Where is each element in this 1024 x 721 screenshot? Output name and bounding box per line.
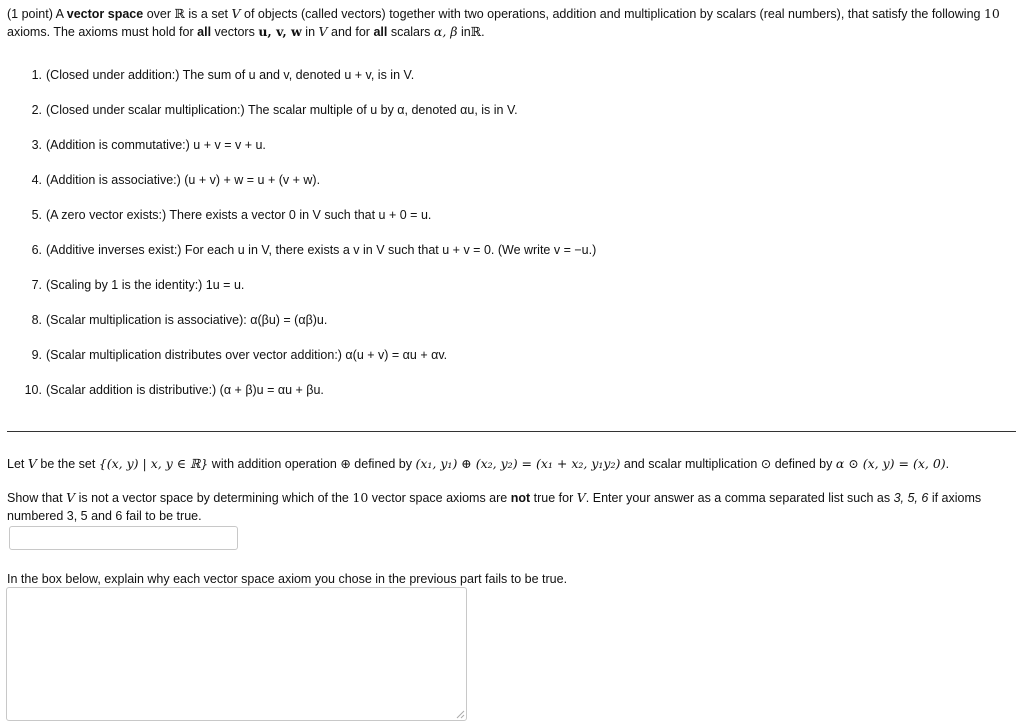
vector-space-term: vector space (66, 7, 144, 21)
axiom-item: 8. (Scalar multiplication is associative): α(βu) = (αβ)u. (31, 313, 328, 327)
axiom-item: 2. (Closed under scalar multiplication:) The scalar multiple of u by α, denoted αu, is in V. (31, 103, 518, 117)
axiom-item: 3. (Addition is commutative:) u + v = v + u. (31, 138, 266, 152)
axiom-item: 9. (Scalar multiplication distributes over vector addition:) α(u + v) = αu + αv. (31, 348, 448, 362)
resize-grip-icon[interactable] (455, 709, 465, 719)
axiom-item: 1. (Closed under addition:) The sum of u and v, denoted u + v, is in V. (31, 68, 415, 82)
question-explain: In the box below, explain why each vector space axiom you chose in the previous part fails to be true. (7, 572, 568, 586)
axiom-item: 7. (Scaling by 1 is the identity:) 1u = u. (31, 278, 245, 292)
problem-definition: Let V be the set {(x, y) | x, y ∈ ℝ} with addition operation ⊕ defined by (x₁, y₁) ⊕ (x₂, y₂) = (x₁ + x₂, y₁y₂) and scalar multiplication ⊙ defined by α ⊙ (x, y) = (x, 0). (7, 456, 950, 471)
explanation-textarea[interactable] (6, 587, 467, 721)
axiom-item: 10. (Scalar addition is distributive:) (α + β)u = αu + βu. (24, 383, 324, 397)
axiom-item: 6. (Additive inverses exist:) For each u in V, there exists a v in V such that u + v = 0. (We write v = −u.) (31, 243, 597, 257)
failing-axioms-input[interactable] (9, 526, 238, 550)
question-failing-axioms: Show that V is not a vector space by determining which of the 10 vector space axioms are not true for V. Enter your answer as a comma separated list such as 3, 5, 6 if axioms numbered 3, 5 and 6 fail to be true. (7, 490, 982, 523)
problem-intro: (1 point) A vector space over ℝ is a set V of objects (called vectors) together with two operations, addition and multiplication by scalars (real numbers), that satisfy the following 10 axioms. The axioms must hold for all vectors u, v, w in V and for all scalars α, β inℝ. (7, 6, 1000, 39)
axiom-item: 4. (Addition is associative:) (u + v) + w = u + (v + w). (31, 173, 321, 187)
section-divider (7, 431, 1016, 432)
points-label: (1 point) A (7, 7, 64, 21)
axiom-item: 5. (A zero vector exists:) There exists a vector 0 in V such that u + 0 = u. (31, 208, 432, 222)
